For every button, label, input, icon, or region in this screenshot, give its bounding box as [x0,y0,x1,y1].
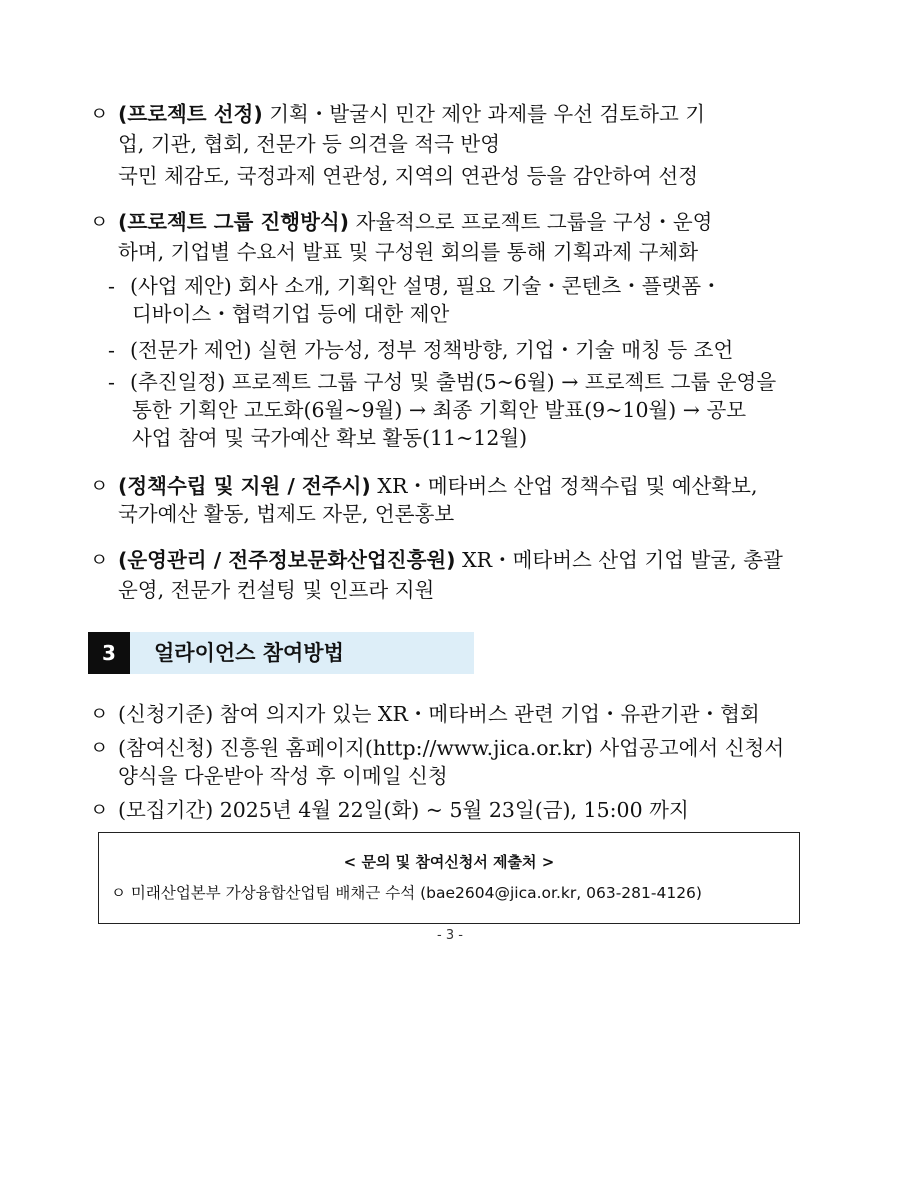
sub-item-line: 디바이스・협력기업 등에 대한 제안 [132,302,450,326]
sub-item-line: (사업 제안) 회사 소개, 기획안 설명, 필요 기술・콘텐츠・플랫폼・ [130,274,722,298]
bullet-marker: ㅇ [90,737,109,759]
contact-box [98,832,800,924]
block-text: 자율적으로 프로젝트 그룹을 구성・운영 [355,210,713,234]
paragraph-line: 하며, 기업별 수요서 발표 및 구성원 회의를 통해 기획과제 구체화 [118,240,699,264]
block-title: (정책수립 및 지원 / 전주시) [118,474,371,498]
block-text: XR・메타버스 산업 정책수립 및 예산확보, [377,474,758,498]
bullet-marker: ㅇ [90,799,109,821]
sub-item-line: 통한 기획안 고도화(6월~9월) → 최종 기획안 발표(9~10월) → 공모 [132,398,747,422]
bullet-marker: ㅇ [90,549,109,571]
block-text: 기획・발굴시 민간 제안 과제를 우선 검토하고 기 [269,102,706,126]
bullet-marker: ㅇ [90,703,109,725]
sub-item-line: 사업 참여 및 국가예산 확보 활동(11~12월) [132,426,528,450]
paragraph-line: 운영, 전문가 컨설팅 및 인프라 지원 [118,578,435,602]
paragraph-line: 업, 기관, 협회, 전문가 등 의견을 적극 반영 [118,132,501,156]
paragraph-line [118,208,712,236]
dash-marker: - [108,370,115,394]
sub-item-line: (전문가 제언) 실현 가능성, 정부 정책방향, 기업・기술 매칭 등 조언 [130,338,734,362]
paragraph-line [118,546,783,574]
dash-marker: - [108,274,115,298]
section-number: 3 [88,632,130,674]
block-title: (프로젝트 선정) [118,102,263,126]
apply-line: (신청기준) 참여 의지가 있는 XR・메타버스 관련 기업・유관기관・협회 [118,702,760,726]
section-title: 얼라이언스 참여방법 [154,641,344,665]
apply-line: (모집기간) 2025년 4월 22일(화) ~ 5월 23일(금), 15:00 까지 [118,798,689,822]
paragraph-line: 국가예산 활동, 법제도 자문, 언론홍보 [118,502,455,526]
contact-title: < 문의 및 참여신청서 제출처 > [343,853,555,871]
paragraph-line [118,100,812,128]
paragraph-line: 국민 체감도, 국정과제 연관성, 지역의 연관성 등을 감안하여 선정 [118,164,699,188]
apply-line: (참여신청) 진흥원 홈페이지(http://www.jica.or.kr) 사업공고에서 신청서 [118,736,785,760]
paragraph-line [118,472,758,500]
bullet-marker: ㅇ [90,211,109,233]
bullet-marker: ㅇ [90,475,109,497]
apply-line: 양식을 다운받아 작성 후 이메일 신청 [118,764,448,788]
bullet-marker: ㅇ [90,103,109,125]
section-header [88,632,474,674]
block-title: (프로젝트 그룹 진행방식) [118,210,350,234]
block-title: (운영관리 / 전주정보문화산업진흥원) [118,548,456,572]
contact-info: ㅇ 미래산업본부 가상융합산업팀 배채근 수석 (bae2604@jica.or.kr, 063-281-4126) [111,884,702,902]
page-number: - 3 - [437,928,463,943]
dash-marker: - [108,338,115,362]
block-text: XR・메타버스 산업 기업 발굴, 총괄 [462,548,783,572]
sub-item-line: (추진일정) 프로젝트 그룹 구성 및 출범(5~6월) → 프로젝트 그룹 운영을 [130,370,777,394]
